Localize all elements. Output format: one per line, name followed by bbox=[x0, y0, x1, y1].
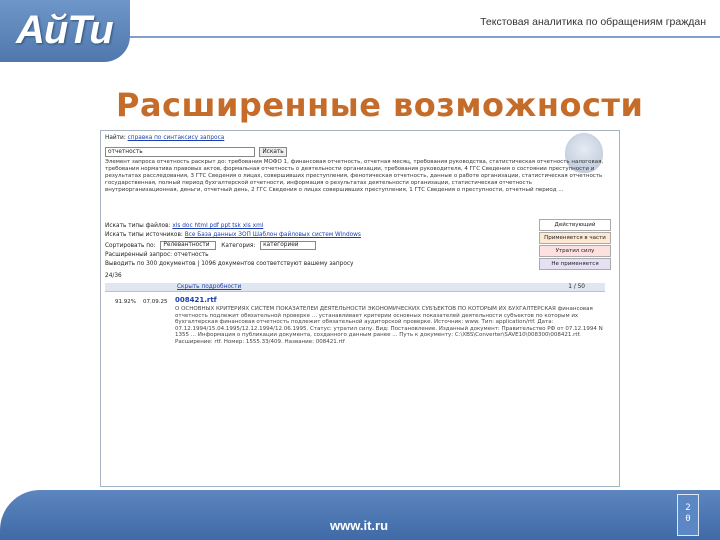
search-input[interactable]: отчетность bbox=[105, 147, 255, 157]
embedded-search-screenshot bbox=[100, 130, 620, 487]
result-date: 07.09.25 bbox=[143, 299, 168, 305]
file-type-links[interactable]: xls doc html pdf ppt tsk xls xml bbox=[172, 223, 264, 229]
extended-query: Расширенный запрос: отчетность bbox=[105, 252, 209, 258]
status-legend bbox=[539, 219, 611, 271]
search-help-row bbox=[105, 135, 224, 142]
pagination[interactable]: 1 / 50 bbox=[568, 284, 585, 290]
help-link[interactable]: справка по синтаксису запроса bbox=[127, 135, 225, 141]
sort-row: Сортировать по: Релевантности Категория: категорией bbox=[105, 241, 319, 250]
source-types-row: Искать типы источников: Все База данных ЗОП Шаблон файловых систем Windows bbox=[105, 232, 361, 238]
legend-active: Действующий bbox=[539, 219, 611, 231]
relevance-score: 91.92% bbox=[115, 299, 136, 305]
slide-number: 2 0 bbox=[677, 494, 699, 536]
category-select[interactable]: категорией bbox=[260, 241, 316, 250]
legend-not-applied: Не применяется bbox=[539, 258, 611, 270]
source-type-links[interactable]: Все База данных ЗОП Шаблон файловых систем Windows bbox=[184, 232, 361, 238]
results-header bbox=[105, 283, 605, 292]
search-button[interactable]: Искать bbox=[259, 147, 287, 157]
document-link[interactable]: 008421.rtf bbox=[175, 296, 217, 304]
query-expansion-text: Элемент запроса отчетность раскрыт до: требования МОФО 1, финансовая отчетность, отчетная месяц, требования руководства, статистическая отчетность налоговая, требования норматива правовых актов, формальная отчетность о деятельности организации, требования руководителя, 4 ГГС Сведения о состоянии преступности и результатах расследования, 3 ГТС Сведения о лицах, совершивших преступления, фенотическая отчетность, данные о работе организации, статистическая отчетность государственная, полный период бухгалтерской отчетности, информация о результатах деятельности организации, статистическая отчетность внутриорганизационная, деньги, отчетный день, 2 ГГС Сведения о лицах совершивших преступления, 1 ГТС Сведения о преступности, отчетный период ... bbox=[105, 159, 604, 193]
company-logo: АйТи bbox=[16, 8, 113, 52]
legend-expired: Утратил силу bbox=[539, 245, 611, 257]
hide-details-link[interactable]: Скрыть подробности bbox=[177, 284, 242, 290]
results-count: 24/36 bbox=[105, 273, 122, 279]
file-types-row: Искать типы файлов: xls doc html pdf ppt tsk xls xml bbox=[105, 223, 264, 229]
sort-select[interactable]: Релевантности bbox=[160, 241, 216, 250]
document-snippet: О ОСНОВНЫХ КРИТЕРИЯХ СИСТЕМ ПОКАЗАТЕЛЕЙ ДЕЯТЕЛЬНОСТИ ЭКОНОМИЧЕСКИХ СУБЪЕКТОВ ПО КОТОРЫМ ИХ БУХГАЛТЕРСКАЯ финансовая отчетность подлежит обязательной проверке ... устанавливает критерии основных показателей деятельности субъектов по которым их бухгалтерская финансовая отчетность подлежит обязательной аудиторской проверке. Источник: www. Тип: application/rtf. Дата: 07.12.1994/15.04.1995/12.12.1994/12.06.1995. Статус: утратил силу. Вид: Постановление. Изданный документ: Правительство РФ от 07.12.1994 N 1355 ... Информация о публикации документа, созданного данным ранее ... Путь к документу: C:\XBS\Converter\SAVE10\008300\008421.rtf. Расширение: rtf. Номер: 1555.33/409. Название: 008421.rtf bbox=[175, 306, 603, 345]
slide-title: Расширенные возможности bbox=[116, 86, 644, 124]
legend-partial: Применяется в части bbox=[539, 232, 611, 244]
result-count-text: Выводить по 300 документов | 1096 документов соответствуют вашему запросу bbox=[105, 261, 354, 267]
search-label: Найти: bbox=[105, 135, 126, 141]
result-item bbox=[105, 295, 605, 485]
header-divider bbox=[130, 36, 720, 38]
presentation-subtitle: Текстовая аналитика по обращениям граждан bbox=[480, 16, 706, 28]
footer-url: www.it.ru bbox=[330, 518, 389, 533]
